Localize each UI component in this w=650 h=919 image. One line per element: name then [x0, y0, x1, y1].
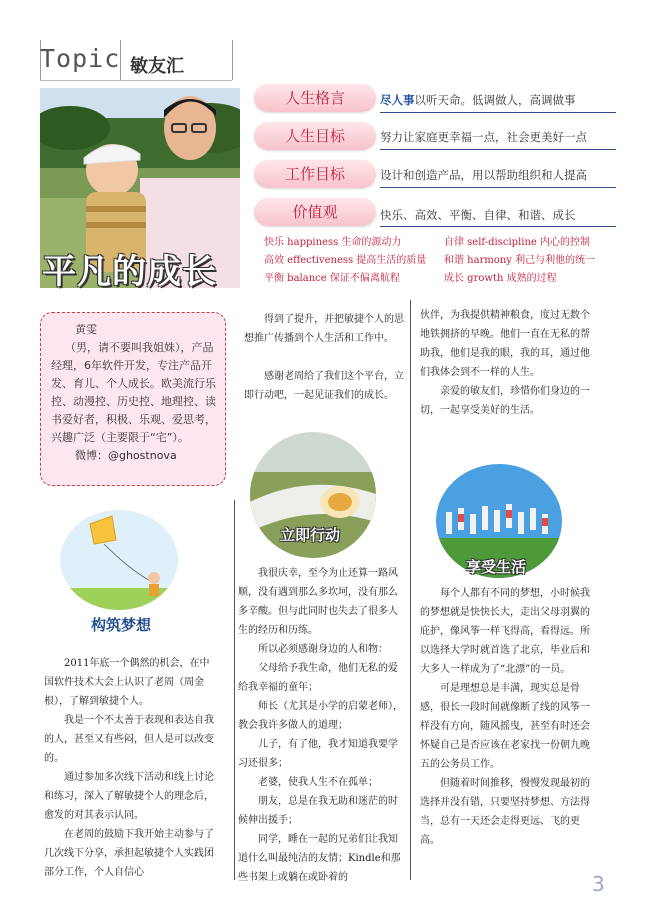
motto-label-2: 人生目标	[254, 122, 376, 150]
col3-top-text	[420, 306, 594, 420]
col2-top-paragraph-2: 感谢老周给了我们这个平台，立即行动吧，一起见证我们的成长。	[244, 371, 404, 401]
col2-bottom-paragraph: 儿子，有了他，我才知道我要学习还很多；	[238, 739, 398, 769]
motto-label-3: 工作目标	[254, 160, 376, 188]
motto-rule-2	[380, 149, 616, 150]
motto-text-2: 努力让家庭更幸福一点，社会更美好一点	[380, 130, 587, 144]
column-divider-2	[410, 300, 411, 880]
section-title-dream: 构筑梦想	[91, 616, 152, 634]
col2-bottom-text	[238, 564, 406, 887]
author-weibo: 微博：@ghostnova	[75, 449, 177, 462]
value-item: 高效 effectiveness 提高生活的质量	[264, 255, 427, 266]
column-divider-1	[234, 500, 235, 880]
value-item: 自律 self-discipline 内心的控制	[444, 237, 591, 248]
col3-bottom-paragraph: 可是理想总是丰满，现实总是骨感，很长一段时间就像断了线的风筝一样没有方向，随风摇曳，甚至有时还会怀疑自己是否应该在老家找一份朝九晚五的公务员工作。	[420, 683, 590, 770]
col2-bottom-paragraph: 师长（尤其是小学的启蒙老师），教会我许多做人的道理；	[238, 701, 403, 731]
kite-illustration	[60, 510, 178, 610]
col1-paragraph-3: 通过参加多次线下活动和线上讨论和练习，深入了解敏捷个人的理念后，愈发的对其表示认同。	[44, 772, 214, 821]
col1-paragraph-2: 我是一个不太善于表现和表达自我的人，甚至又有些闷，但人是可以改变的。	[44, 715, 214, 764]
col2-bottom-paragraph: 老婆，使我人生不在孤单；	[258, 777, 378, 788]
col1-paragraph-1: 2011年底一个偶然的机会，在中国软件技术大会上认识了老周（周金根），了解到敏捷个人。	[44, 658, 210, 707]
value-item: 和谐 harmony 利己与利他的统一	[444, 255, 596, 266]
motto-rule-4	[380, 226, 616, 227]
col3-bottom-paragraph: 但随着时间推移，慢慢发现最初的选择并没有错，只要坚持梦想、方法得当，总有一天还会走得更远、飞的更高。	[420, 778, 590, 846]
author-bio: （男，请不要叫我姐姝），产品经理，6年软件开发，专注产品开发、育儿、个人成长。欧美流行乐控、动漫控、历史控、地理控、读书爱好者，积极、乐观、爱思考，兴趣广泛（主要限于“宅”）。	[51, 341, 216, 444]
motto-rule-3	[380, 187, 616, 188]
article-title: 平凡的成长	[42, 252, 217, 292]
values-right	[444, 234, 595, 288]
author-bio-box	[40, 312, 226, 486]
col3-top-paragraph: 亲爱的敏友们，珍惜你们身边的一切，一起享受美好的生活。	[420, 386, 590, 416]
motto-highlight: 尽人事	[380, 93, 415, 107]
header-rule-bottom	[40, 80, 232, 81]
topic-label: Topic	[40, 44, 121, 73]
motto-text-3: 设计和创造产品，用以帮助组织和人提高	[380, 168, 587, 182]
value-item: 平衡 balance 保证不偏离航程	[264, 273, 400, 284]
col3-top-paragraph: 伙伴，为我提供精神粮食，度过无数个地铁拥挤的早晚。他们一直在无私的帮助我，他们是我的眼，我的耳，通过他们我体会到不一样的人生。	[420, 310, 590, 378]
col1-paragraph-4: 在老周的鼓励下我开始主动参与了几次线下分享，承担起敏捷个人实践团部分工作，个人自信心	[44, 829, 214, 878]
section-title-action: 立即行动	[280, 526, 341, 544]
motto-text-1	[380, 92, 616, 108]
col2-bottom-paragraph: 所以必须感谢身边的人和物：	[258, 644, 388, 655]
col2-bottom-paragraph: 我很庆幸，至今为止还算一路风顺，没有遇到那么多坎坷，没有那么多辛酸。但与此同时也失去了很多人生的经历和历练。	[238, 568, 398, 636]
col2-bottom-paragraph: 父母给予我生命，他们无私的爱给我幸福的童年；	[238, 663, 398, 693]
values-left	[264, 234, 426, 288]
header-rule-right	[232, 40, 233, 80]
motto-label-1: 人生格言	[254, 84, 376, 112]
col3-bottom-paragraph: 每个人都有不同的梦想，小时候我的梦想就是快快长大，走出父母羽翼的庇护，像风筝一样飞得高，看得远。所以选择大学时就首选了北京，毕业后和大多人一样成为了“北漂”的一员。	[420, 588, 590, 675]
dream-image	[60, 510, 178, 610]
motto-label-4: 价值观	[254, 198, 376, 226]
motto-rule-1	[380, 112, 616, 113]
motto-text-4: 快乐、高效、平衡、自律、和谐、成长	[380, 208, 576, 222]
value-item: 成长 growth 成熟的过程	[444, 273, 557, 284]
motto-text-1-body: 以听天命。低调做人，高调做事	[414, 93, 576, 107]
col2-top-paragraph-1: 得到了提升，并把敏捷个人的思想推广传播到个人生活和工作中。	[244, 314, 404, 344]
col3-bottom-text	[420, 584, 598, 850]
col2-bottom-paragraph: 朋友，总是在我无助和迷茫的时候伸出援手；	[238, 796, 398, 826]
author-name: 黄雯	[75, 323, 97, 336]
col2-bottom-paragraph: 同学，睡在一起的兄弟们让我知道什么叫最纯洁的友情；Kindle和那些书架上或躺在或卧着的	[238, 834, 401, 883]
value-item: 快乐 happiness 生命的源动力	[264, 237, 402, 248]
section-title-enjoy: 享受生活	[466, 558, 527, 576]
page-number: 3	[592, 872, 605, 896]
column-name: 敏友汇	[130, 56, 184, 77]
